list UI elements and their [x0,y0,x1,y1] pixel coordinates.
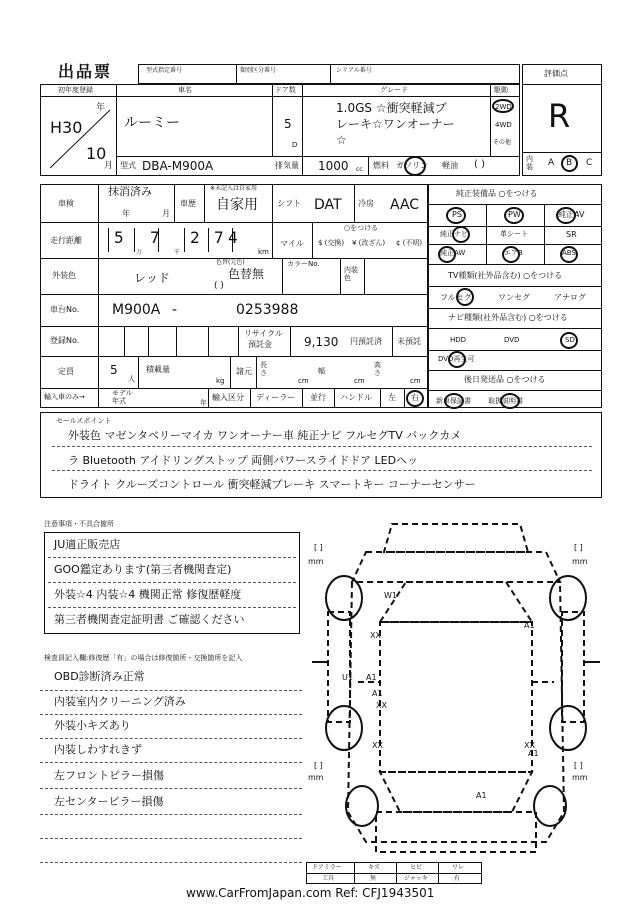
sales-point-line: 外装色 マゼンタベリーマイカ ワンオーナー車 純正ナビ フルセグTV バックカメ [68,429,462,442]
mark-xx-front-left: XX [370,631,381,640]
displacement-value: 1000 [318,159,349,173]
recycle-value: 9,130 [304,335,339,349]
import-dealer: ディーラー [256,393,296,402]
equip-airbag: エアB [504,249,523,257]
ac-value: AAC [390,197,420,213]
interior-grade-c: C [586,158,593,168]
equip-airbag-circle [502,246,520,263]
shaken-label: 車検 [58,199,74,208]
meter-rollback: ¥ (改ざん) [352,239,386,247]
later-warranty: 新車保証書 [436,397,471,405]
mark-u1: U1 [342,673,353,682]
model-label: 型式 [120,161,136,170]
shaken-year-unit: 年 [122,209,130,218]
recycle-not: 未預託 [397,337,421,346]
mileage-digit: 5 [114,228,124,247]
capacity-value: 5 [110,363,118,377]
navi-hdd: HDD [450,336,467,344]
height-cm: cm [410,377,421,385]
first-reg-label: 初年度登録 [58,86,93,94]
doors-label: ドア数 [275,86,296,94]
car-name-label: 車名 [178,86,192,94]
equip-leather: 革シート [500,230,528,238]
note-line: GOO鑑定あります(第三者機関査定) [54,563,232,576]
inspector-line: 内装室内クリーニング済み [54,695,186,708]
interior-grade-b: B [566,158,573,168]
sales-points-label: セールスポイント [56,417,112,425]
dvd-playback-circle [448,351,466,368]
color-value: レッド [134,271,170,285]
inspector-line: 左センターピラー損傷 [54,795,164,808]
width-label: 幅 [318,367,325,375]
handle-label: ハンドル [340,393,372,402]
meter-exchange: $ (交換) [318,239,345,247]
inspector-label: 検査員記入欄:修復歴「有」の場合は修復箇所・交換箇所を記入 [44,654,243,662]
equip-sr: SR [566,230,577,239]
evaluation-label: 評価点 [544,69,568,78]
bracket-rr: [ ] [574,761,583,770]
inspector-line: 外装小キズあり [54,719,131,732]
mark-xx-left-pillar: XX [376,701,387,710]
mileage-label: 走行距離 [50,236,82,245]
category-number-label: 類別区分番号 [240,67,277,74]
usage-value: 自家用 [216,197,258,213]
fuel-label: 燃料 [373,161,389,170]
mark-a1-left-pillar: A1 [372,689,383,698]
interior-grade-a: A [548,158,555,168]
sales-point-line: ラ Bluetooth アイドリングストップ 両側パワースライドドア LEDヘッ [68,454,419,467]
navi-sd: SD [565,336,575,344]
tv-fullseg-circle [456,288,474,306]
import-year-unit: 年 [200,399,207,407]
later-manual-circle [500,393,520,409]
inspector-line: 内装しわすれきず [54,743,142,756]
grade-label: グレード [380,86,408,94]
bracket-fr: [ ] [574,543,583,552]
equip-navi-circle [452,226,470,243]
mileage-digit: 7 [150,228,160,247]
equip-aw-circle [438,246,456,263]
chassis-prefix: M900A [112,302,161,318]
serial-number-label: シリアル番号 [336,67,372,74]
reg-no-label: 登録No. [50,336,80,345]
handle-right-circle [406,390,424,407]
usage-note: ※未記入は自家用 [210,185,258,192]
mark-xx-rear-right: XX [524,741,535,750]
equip-pw: PW [508,210,521,219]
page-title: 出品票 [58,62,113,81]
legend-jack: ジャッキ [404,875,428,882]
grade-line-1: 1.0GS ☆衝突軽減ブ [336,101,447,115]
equip-navi: 純正ナビ [440,230,468,238]
length-cm: cm [298,377,309,385]
mm-fl: mm [308,557,324,566]
year-unit: 年 [96,103,106,113]
equipment-title: 純正装備品 ○をつける [456,189,538,198]
inspector-line: OBD診断済み正常 [54,670,145,683]
tv-title: TV種類(社外品含む) ○をつける [448,271,563,280]
model-designation-label: 型式指定番号 [146,67,183,74]
legend-scratch: キズ [368,864,380,871]
shaken-month-unit: 月 [162,209,170,218]
equip-aw: 純正AW [440,249,466,257]
capacity-label: 定員 [58,367,74,376]
fuel-gasoline: ガソリン [396,161,428,170]
color-change-value: 色替無 [228,267,265,281]
notes-label: 注意事項・不具合箇所 [44,520,114,528]
equip-av: 純正AV [558,210,585,219]
color-change-label: 色替(元色) [216,259,245,266]
displacement-unit: cc [356,166,363,173]
dvd-playback: DVD再生可 [438,355,475,363]
shift-value: DAT [314,197,342,213]
color-paren: ( ) [214,281,224,291]
note-line: 外装☆4 内装☆4 機関正常 修復歴軽度 [54,588,242,601]
shaken-value: 抹消済み [108,185,152,198]
drive-other: その他 [493,139,512,146]
color-label: 外装色 [52,271,76,280]
tv-fullseg: フルセグ [440,293,472,302]
height-label: 高さ [374,361,381,377]
fuel-diesel: 軽油 [442,161,458,170]
car-damage-diagram [306,512,606,874]
mm-fr: mm [572,557,588,566]
tv-analog: アナログ [554,293,586,302]
legend-crack: ヒビ [410,864,423,871]
mileage-unit: km [258,248,269,256]
mark-w1: W1 [384,591,397,600]
chassis-label: 車台No. [50,305,80,314]
legend-tool-value: 無 [370,875,377,882]
handle-left: 左 [388,393,396,402]
mark-a1-left-door: A1 [366,673,377,682]
capacity-unit: 人 [128,375,135,383]
mileage-sen: 千 [174,249,181,256]
meter-circle-note: ○をつける [344,224,379,232]
mileage-type-label: マイル [280,239,304,248]
month-unit: 月 [104,161,114,171]
shift-label: シフト [277,199,301,208]
mm-rl: mm [308,773,324,782]
recycle-label-1: リサイクル [244,329,283,338]
form-number-row [138,64,520,84]
ac-label: 冷房 [358,199,374,208]
dims-label: 諸元 [236,367,252,376]
interior-color-label: 内装色 [344,266,358,283]
equip-abs-circle [560,246,578,263]
bracket-rl: [ ] [314,761,323,770]
first-reg-year: H30 [50,118,83,137]
navi-title: ナビ種類(社外品含む) ○をつける [448,313,568,322]
length-label: 長さ [260,361,267,377]
mileage-digit: 7 [214,228,224,247]
drive-2wd-circle [492,99,514,113]
drive-4wd: 4WD [495,121,512,129]
drive-2wd: 2WD [495,103,512,111]
grade-line-3: ☆ [336,133,347,147]
meter-unknown: ¢ (不明) [396,239,423,247]
later-warranty-circle [444,393,464,409]
sales-point-line: ドライト クルーズコントロール 衝突軽減ブレーキ スマートキー コーナーセンサー [68,478,476,491]
navi-dvd: DVD [504,336,520,344]
doors-value: 5 [284,117,292,131]
tv-oneseg: ワンセグ [498,293,530,302]
bracket-fl: [ ] [314,543,323,552]
legend-break: ワレ [452,864,465,871]
history-label: 車歴 [180,199,196,208]
legend-mirror: ドアミラー [312,864,342,871]
import-class-label: 輸入区分 [212,393,244,402]
mark-a1-rear: A1 [476,791,487,800]
mileage-man: 万 [136,249,143,256]
later-manual: 取扱説明書 [488,397,523,405]
model-value: DBA-M900A [142,159,214,173]
evaluation-score: R [548,97,571,135]
fuel-paren: ( ) [474,159,485,170]
import-parallel: 並行 [310,393,326,402]
model-year-label: モデル年式 [112,389,133,405]
mileage-digit: 4 [228,228,238,247]
grade-line-2: レーキ☆ワンオーナー [336,117,455,131]
mark-xx-rear-left: XX [372,741,383,750]
inspector-line: 左フロントピラー損傷 [54,769,164,782]
mark-a1-front-right: A1 [524,621,535,630]
chassis-number: 0253988 [236,302,299,318]
equip-pw-circle [504,207,524,224]
displacement-label: 排気量 [275,161,299,170]
fuel-gasoline-circle [404,156,426,176]
mark-a1-rear-right: A1 [528,749,539,758]
note-line: JU適正販売店 [54,538,121,551]
handle-right: 右 [411,393,419,402]
load-label: 積載量 [146,365,170,374]
interior-b-circle [561,155,578,172]
legend-jack-value: 有 [454,875,461,882]
chassis-dash: - [172,302,178,318]
car-name: ルーミー [124,115,180,131]
color-no-label: カラーNo. [287,260,320,268]
interior-grade-label: 内装 [526,155,533,171]
later-title: 後日発送品 ○をつける [464,375,546,384]
first-reg-month: 10 [86,144,107,163]
legend-tool: 工具 [322,875,335,882]
equip-abs: ABS [562,249,576,257]
mileage-digit: 2 [190,228,200,247]
equip-ps-circle [446,207,466,224]
drive-label: 駆動 [494,86,508,94]
import-label: 輸入車のみ→ [44,393,85,401]
note-line: 第三者機関査定証明書 ご確認ください [54,613,245,626]
navi-sd-circle [560,332,578,349]
equip-ps: PS [452,210,462,219]
footer-watermark: www.CarFromJapan.com Ref: CFJ1943501 [186,886,435,900]
mm-rr: mm [572,773,588,782]
load-kg-unit: kg [216,377,225,385]
equip-av-circle [556,207,576,224]
doors-suffix: D [292,141,298,149]
recycle-deposited: 円預託済 [350,337,382,346]
recycle-label-2: 預託金 [248,340,272,349]
width-cm: cm [354,377,365,385]
